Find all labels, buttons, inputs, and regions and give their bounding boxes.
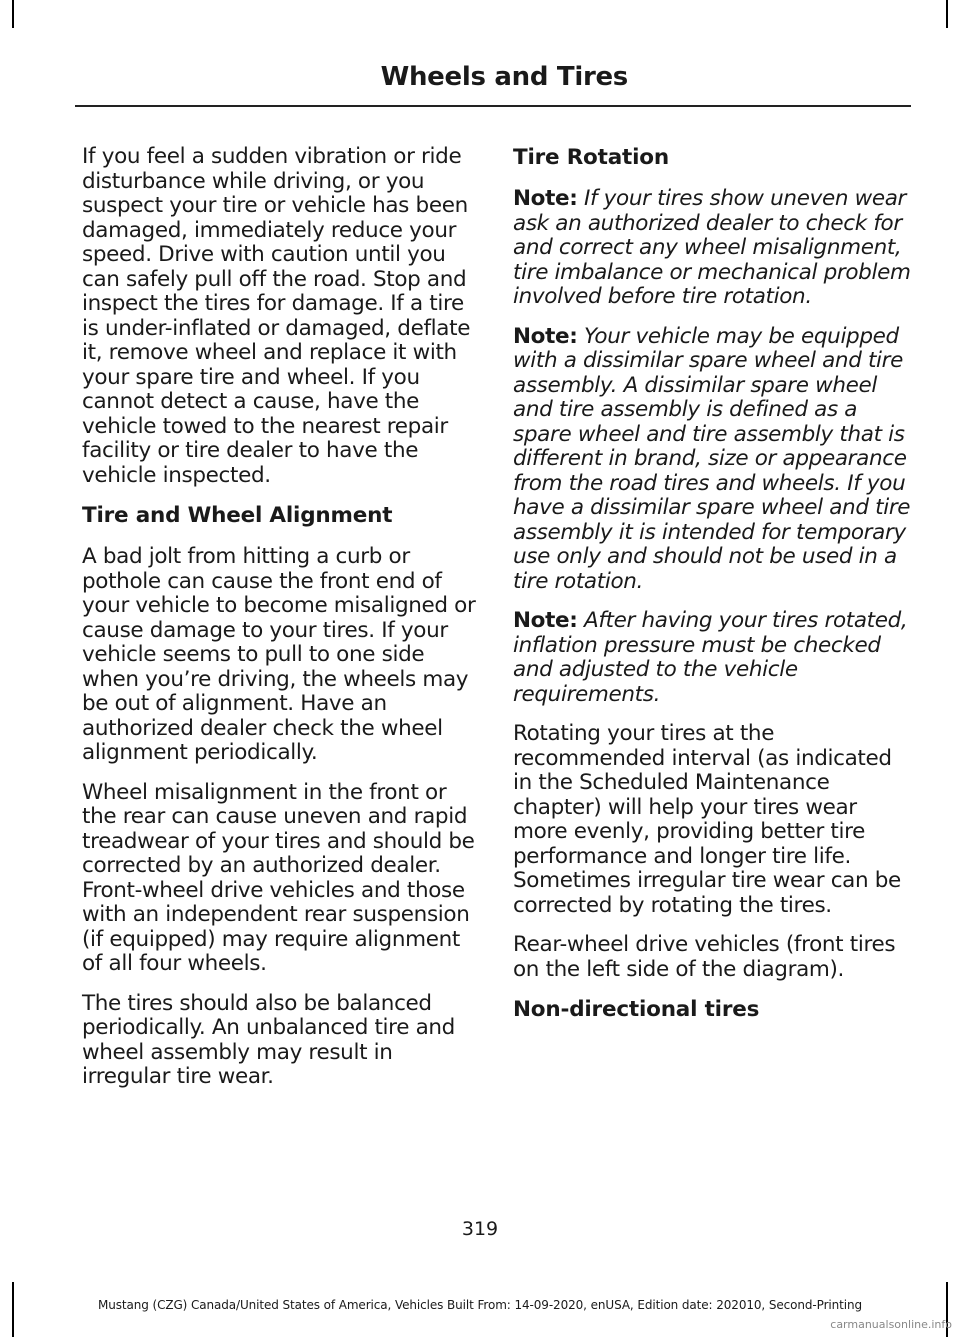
paragraph-balancing: The tires should also be balanced periodically. An unbalanced tire and wheel assembly may result in irregular tire wear. <box>82 990 455 1089</box>
page-number: 319 <box>461 1218 499 1240</box>
note-label: Note: <box>513 323 578 349</box>
paragraph-misalignment: Wheel misalignment in the front or the rear can cause uneven and rapid treadwear of your tires and should be corrected by an authorized dealer. Front-wheel drive vehicles and those with an independent rear suspension (if equipped) may require alignment of all four wheels. <box>82 779 475 976</box>
right-column <box>513 145 913 1039</box>
note-text: Your vehicle may be equipped with a dissimilar spare wheel and tire assembly. A dissimilar spare wheel and tire assembly is defined as a spare wheel and tire assembly that is different in brand, size or appearance from the road tires and wheels. If you have a dissimilar spare wheel and tire assembly it is intended for temporary use only and should not be used in a tire rotation. <box>513 323 911 594</box>
header-divider <box>75 105 911 107</box>
paragraph-rotating-tires: Rotating your tires at the recommended interval (as indicated in the Scheduled Maintenance chapter) will help your tires wear more evenly, providing better tire performance and longer tire life. Sometimes irregular tire wear can be corrected by rotating the tires. <box>513 721 901 918</box>
paragraph-rear-wheel-drive: Rear-wheel drive vehicles (front tires on the left side of the diagram). <box>513 932 896 982</box>
left-column <box>82 145 478 1105</box>
note-text: If your tires show uneven wear ask an authorized dealer to check for and correct any wheel misalignment, tire imbalance or mechanical problem involved before tire rotation. <box>513 186 911 309</box>
crop-mark-top-right <box>946 0 948 28</box>
watermark[interactable]: carmanualsonline.info <box>830 1318 952 1331</box>
footer-edition-info: Mustang (CZG) Canada/United States of America, Vehicles Built From: 14-09-2020, enUSA, Edition date: 202010, Second-Printing <box>97 1298 863 1312</box>
crop-mark-top-left <box>12 0 14 28</box>
page-title: Wheels and Tires <box>380 62 628 92</box>
note-inflation-pressure <box>513 609 913 707</box>
note-text: After having your tires rotated, inflation pressure must be checked and adjusted to the vehicle requirements. <box>513 608 908 707</box>
note-uneven-wear <box>513 187 913 310</box>
heading-non-directional-tires: Non-directional tires <box>513 997 760 1022</box>
note-dissimilar-spare <box>513 325 913 595</box>
paragraph-sudden-vibration: If you feel a sudden vibration or ride disturbance while driving, or you suspect your tire or vehicle has been damaged, immediately reduce your speed. Drive with caution until you can safely pull off the road. Stop and inspect the tires for damage. If a tire is under-inflated or damaged, deflate it, remove wheel and replace it with your spare tire and wheel. If you cannot detect a cause, have the vehicle towed to the nearest repair facility or tire dealer to have the vehicle inspected. <box>82 144 471 488</box>
heading-tire-wheel-alignment: Tire and Wheel Alignment <box>82 503 393 528</box>
heading-tire-rotation: Tire Rotation <box>513 145 669 170</box>
note-label: Note: <box>513 608 578 633</box>
note-label: Note: <box>513 186 578 211</box>
paragraph-bad-jolt: A bad jolt from hitting a curb or pothole can cause the front end of your vehicle to become misaligned or cause damage to your tires. If your vehicle seems to pull to one side when you’re driving, the wheels may be out of alignment. Have an authorized dealer check the wheel alignment periodically. <box>82 544 476 765</box>
